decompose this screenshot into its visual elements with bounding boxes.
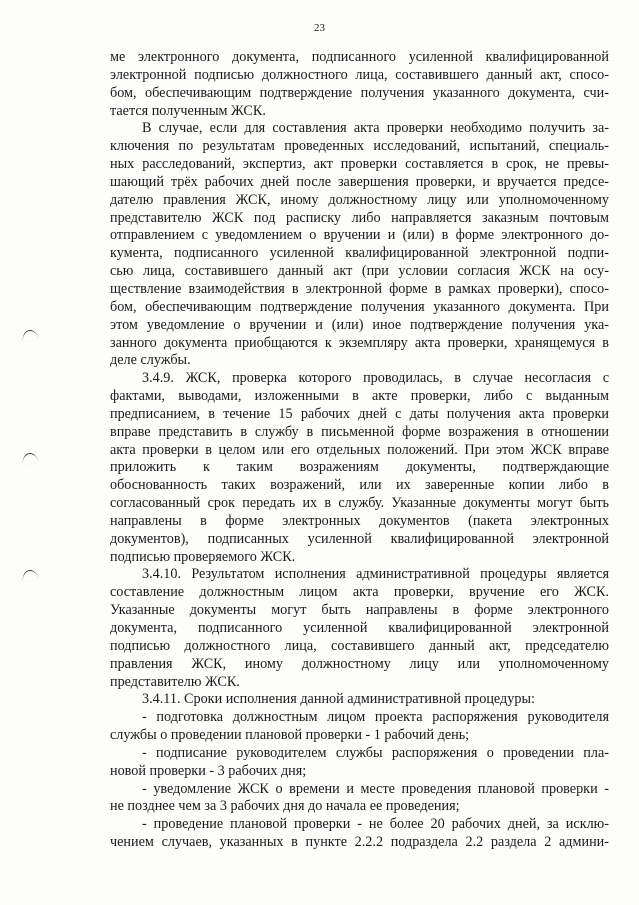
text-line: ключения по результатам проведенных исследований, испытаний, специаль- [110, 138, 609, 155]
text-line: - подписание руководителем службы распоряжения о проведении пла- [142, 744, 609, 761]
text-line: акта проверки в целом или его отдельных положений. При этом ЖСК вправе [110, 441, 609, 458]
text-line: 3.4.10. Результатом исполнения административной процедуры является [142, 566, 609, 583]
text-line: - уведомление ЖСК о времени и месте проведения плановой проверки - [142, 780, 609, 797]
text-line: занного документа приобщаются к экземпляру акта проверки, хранящемуся в [110, 334, 609, 351]
text-line: направлены в форме электронных документов (пакета электронных [110, 512, 609, 529]
text-line: составление должностным лицом акта проверки, вручение его ЖСК. [110, 584, 609, 601]
text-line: подписью проверяемого ЖСК. [110, 548, 296, 565]
text-line: чением случаев, указанных в пункте 2.2.2 подраздела 2.2 раздела 2 админи- [110, 834, 609, 851]
body-text [110, 49, 609, 852]
text-line: представителю ЖСК. [110, 673, 240, 690]
text-line: приложить к таким возражениям документы, подтверждающие [110, 459, 609, 476]
text-line: обоснованность таких возражений, или их заверенные копии либо в [110, 477, 609, 494]
text-line: ществление взаимодействия в электронной форме в рамках проверки), спосо- [110, 280, 609, 297]
margin-mark-icon [21, 452, 38, 465]
text-line: кумента, подписанного усиленной квалифицированной электронной подпи- [110, 245, 609, 262]
text-line: дателю правления ЖСК, иному должностному лицу или уполномоченному [110, 191, 609, 208]
text-line: службы о проведении плановой проверки - 1 рабочий день; [110, 727, 470, 744]
text-line: предписанием, в течение 15 рабочих дней с даты получения акта проверки [110, 405, 609, 422]
text-line: не позднее чем за 3 рабочих дня до начала ее проведения; [110, 798, 460, 815]
text-line: документов), подписанных усиленной квалифицированной электронной [110, 530, 609, 547]
text-line: фактами, выводами, изложенными в акте проверки, либо с выданным [110, 388, 609, 405]
text-line: бом, обеспечивающим подтверждение получения указанного документа, счи- [110, 84, 609, 101]
text-line: 3.4.9. ЖСК, проверка которого проводилась, в случае несогласия с [142, 370, 609, 387]
text-line: Указанные документы могут быть направлены в форме электронного [110, 602, 609, 619]
text-line: тается полученным ЖСК. [110, 102, 266, 119]
text-line: подписью должностного лица, составившего данный акт, председателю [110, 637, 609, 654]
text-line: этом уведомление о вручении и (или) иное подтверждение получения ука- [110, 316, 609, 333]
text-line: сью лица, составившего данный акт (при условии согласия ЖСК на осу- [110, 263, 609, 280]
text-line: электронной подписью должностного лица, составившего данный акт, спосо- [110, 66, 609, 83]
margin-mark-icon [21, 569, 38, 582]
text-line: согласованный срок передать их в службу. Указанные документы могут быть [110, 495, 609, 512]
text-line: - проведение плановой проверки - не более 20 рабочих дней, за исклю- [142, 816, 609, 833]
text-line: документа, подписанного усиленной квалифицированной электронной [110, 620, 609, 636]
text-line: 3.4.11. Сроки исполнения данной административной процедуры: [142, 691, 535, 708]
text-line: представителю ЖСК под расписку либо направляется заказным почтовым [110, 209, 609, 226]
margin-mark-icon [21, 329, 38, 342]
text-line: ных расследований, экспертиз, акт проверки составляется в срок, не превы- [110, 156, 609, 173]
page-number: 23 [314, 22, 325, 34]
text-line: вправе представить в службу в письменной форме возражения в отношении [110, 423, 609, 440]
text-line: ме электронного документа, подписанного усиленной квалифицированной [110, 49, 609, 65]
text-line: новой проверки - 3 рабочих дня; [110, 762, 307, 779]
text-line: - подготовка должностным лицом проекта распоряжения руководителя [142, 709, 609, 726]
text-line: бом, обеспечивающим подтверждение получения указанного документа. При [110, 298, 609, 315]
text-line: правления ЖСК, иному должностному лицу или уполномоченному [110, 655, 609, 672]
text-line: деле службы. [110, 352, 191, 369]
text-line: отправлением с уведомлением о вручении и (или) в форме электронного до- [110, 227, 609, 244]
text-line: В случае, если для составления акта проверки необходимо получить за- [142, 120, 609, 137]
text-line: шающий трёх рабочих дней после завершения проверки, и вручается предсе- [110, 173, 609, 190]
